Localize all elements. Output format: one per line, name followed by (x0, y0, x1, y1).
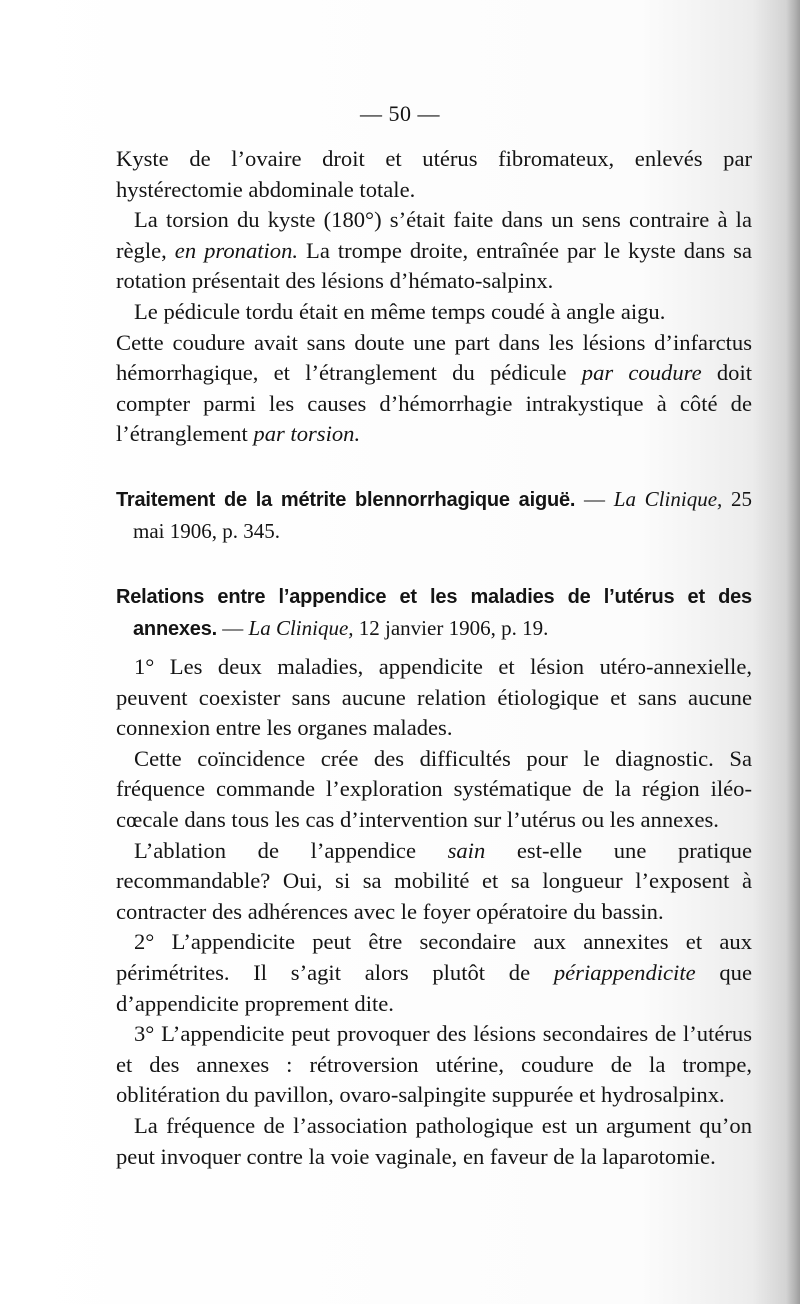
reference-title: Traitement de la métrite blennorrhagique aiguë. (116, 489, 576, 511)
reference-journal: La Clinique, (613, 487, 723, 511)
text-ablation-em: sain (447, 837, 486, 863)
text-point2-em: périappendicite (553, 959, 696, 985)
reference-details: 12 janvier 1906, p. 19. (353, 616, 549, 640)
paragraph-ablation (116, 836, 752, 928)
reference-title: Relations entre l’appendice et les maladies de l’utérus et des annexes. (116, 586, 752, 640)
text-coudure-em1: par coudure (581, 360, 702, 386)
text-ablation-b: est-elle une pratique recommandable? Oui, si sa mobilité et sa longueur l’exposent à contracter des adhérences avec le foyer opératoire du bassin. (116, 837, 752, 924)
text-point2-b: que d’appendicite proprement dite. (116, 959, 752, 1016)
reference-appendice (116, 581, 752, 645)
reference-journal: La Clinique, (248, 616, 354, 640)
text-point2-a: 2° L’appendicite peut être secondaire aux annexites et aux périmétrites. Il s’agit alors plutôt de (116, 929, 752, 985)
paragraph-frequence: La fréquence de l’association pathologique est un argument qu’on peut invoquer contre la voie vaginale, en faveur de la laparotomie. (116, 1112, 752, 1169)
text-ablation-a: L’ablation de l’appendice (134, 837, 448, 863)
reference-metrite (116, 484, 752, 547)
page-number: — 50 — (360, 101, 440, 126)
paragraph-case-intro: Kyste de l’ovaire droit et utérus fibromateux, enlevés par hystérectomie abdominale totale. (116, 146, 752, 202)
text-coudure-em2: par torsion. (253, 421, 361, 447)
paragraph-point-2 (116, 927, 752, 1019)
reference-dash: — (217, 616, 249, 640)
paragraph-coudure (116, 328, 752, 450)
reference-entry (116, 484, 752, 547)
paragraph-torsion (116, 205, 752, 297)
reference-dash: — (575, 487, 614, 511)
case-description (116, 144, 752, 450)
paragraph-point-1: 1° Les deux maladies, appendicite et lésion utéro-annexielle, peuvent coexister sans aucune relation étiologique et sans aucune connexion entre les organes malades. (116, 654, 752, 741)
text-coudure-a: Cette coudure avait sans doute une part dans les lésions d’infarctus hémorrhagique, et l’étranglement du pédicule (116, 329, 752, 386)
page-edge-shadow (786, 0, 800, 1304)
text-torsion-em: en pronation. (174, 237, 299, 263)
paragraph-point-3: 3° L’appendicite peut provoquer des lésions secondaires de l’utérus et des annexes : rétroversion utérine, coudure de la trompe, oblitération du pavillon, ovaro-salpingite suppurée et hydrosalpinx. (116, 1021, 752, 1108)
text-torsion-b: La trompe droite, entraînée par le kyste dans sa rotation présentait des lésions d’hémato-salpinx. (116, 237, 752, 294)
paragraph-coincidence: Cette coïncidence crée des difficultés pour le diagnostic. Sa fréquence commande l’exploration systématique de la région iléo-cœcale dans tous les cas d’intervention sur l’utérus ou les annexes. (116, 745, 752, 832)
text-coudure-b: doit compter parmi les causes d’hémorrhagie intrakystique à côté de l’étranglement (116, 360, 752, 447)
paragraph-pedicule: Le pédicule tordu était en même temps coudé à angle aigu. (134, 298, 666, 324)
reference-entry (116, 581, 752, 645)
reference-details: 25 mai 1906, p. 345. (133, 487, 753, 543)
text-torsion-a: La torsion du kyste (180°) s’était faite dans un sens contraire à la règle, (116, 207, 752, 263)
conclusions (116, 652, 752, 1172)
